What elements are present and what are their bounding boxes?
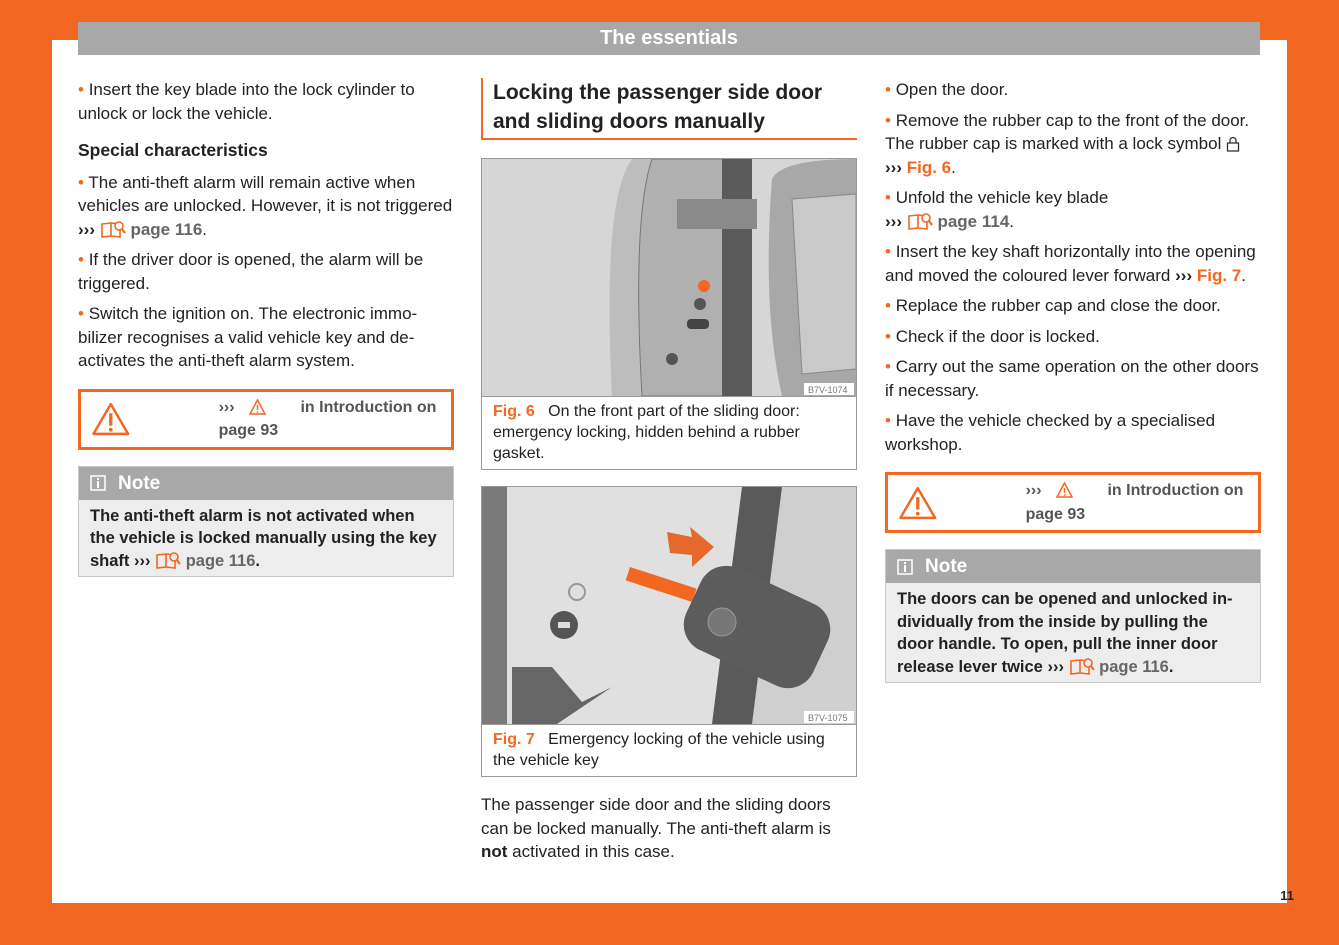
bullet-icon: • — [885, 357, 891, 376]
page-number: 11 — [1280, 888, 1294, 903]
bullet-icon: • — [885, 242, 891, 261]
warning-icon — [898, 482, 938, 524]
text: Switch the ignition on. The electronic immobilizer recognises a valid vehicle key and deactivates the anti-theft alarm system. — [78, 304, 418, 370]
note-header — [79, 467, 453, 500]
warning-small-icon — [249, 399, 266, 415]
step: • Replace the rubber cap and close the door. — [885, 296, 1221, 315]
step: • Unfold the vehicle key blade ››› page 114. — [885, 188, 1109, 231]
info-icon — [897, 559, 913, 575]
section-title: Locking the passenger side door and sliding doors manually — [481, 78, 857, 140]
bullet-icon: • — [885, 296, 891, 315]
paragraph — [78, 78, 454, 125]
warning-reference[interactable]: ››› in Introduction on page 93 — [218, 398, 437, 439]
column-1 — [78, 78, 454, 577]
lock-icon — [1226, 136, 1240, 152]
figure-link[interactable]: Fig. 7 — [1196, 265, 1242, 285]
bullet-icon: • — [78, 304, 84, 323]
column-3 — [885, 78, 1261, 683]
section-header: The essentials — [78, 22, 1260, 55]
page-link[interactable]: page 116 — [1099, 657, 1169, 676]
figure-7 — [481, 486, 857, 777]
door-hinge-image — [482, 159, 856, 396]
page-link[interactable]: page 116 — [185, 551, 256, 570]
figure-6 — [481, 158, 857, 470]
bullet-icon: • — [78, 250, 84, 269]
paragraph: • The anti-theft alarm will remain active when vehicles are unlocked. However, it is not triggered ››› page 116. — [78, 172, 453, 239]
text: If the driver door is opened, the alarm will be triggered. — [78, 250, 424, 293]
note-box — [885, 549, 1261, 683]
step: • Carry out the same operation on the other doors if necessary. — [885, 357, 1259, 400]
warning-box — [885, 472, 1261, 533]
book-search-icon — [100, 220, 126, 238]
arrows-icon: ››› — [78, 219, 95, 239]
bullet-icon: • — [885, 110, 891, 130]
text: The anti-theft alarm will remain active when vehicles are unlocked. However, it is not triggered — [78, 172, 453, 215]
warning-icon — [91, 398, 131, 440]
paragraph — [78, 248, 454, 295]
bullet-icon: • — [885, 188, 891, 207]
paragraph: The passenger side door and the sliding doors can be locked manually. The anti-theft alarm is not activated in this case. — [481, 795, 831, 861]
subheading: Special characteristics — [78, 140, 268, 160]
page-link[interactable]: page 114 — [937, 211, 1010, 231]
note-title: Note — [925, 556, 968, 577]
bullet-icon: • — [78, 172, 84, 192]
info-icon — [90, 475, 106, 491]
bullet-icon: • — [885, 411, 891, 430]
page-link[interactable]: page 116 — [130, 219, 203, 239]
note-text: The doors can be opened and unlocked individually from the inside by pulling the door handle. To open, pull the inner door release lever twice ››› page 116. — [897, 590, 1233, 676]
note-text: The anti-theft alarm is not activated when the vehicle is locked manually using the key shaft ››› page 116. — [90, 506, 437, 570]
text: Insert the key blade into the lock cylinder to unlock or lock the vehicle. — [78, 80, 415, 123]
note-title: Note — [118, 472, 161, 494]
step: • Remove the rubber cap to the front of the door. The rubber cap is marked with a lock symbol ››› Fig. 6. — [885, 110, 1250, 177]
figure-caption: Fig. 7 Emergency locking of the vehicle using the vehicle key — [482, 724, 856, 776]
step: • Open the door. — [885, 80, 1009, 99]
paragraph — [78, 302, 454, 373]
bullet-icon: • — [885, 80, 891, 99]
figure-link[interactable]: Fig. 6 — [906, 157, 952, 177]
note-header — [886, 550, 1260, 583]
book-search-icon — [907, 212, 933, 230]
step: • Insert the key shaft horizontally into the opening and moved the coloured lever forward ››› Fig. 7. — [885, 242, 1256, 285]
note-box — [78, 466, 454, 578]
figure-code: B7V-1074 — [808, 385, 848, 395]
warning-reference[interactable]: ››› in Introduction on page 93 — [1025, 482, 1244, 523]
warning-box — [78, 389, 454, 450]
bullet-icon: • — [78, 80, 84, 99]
book-search-icon — [1069, 657, 1095, 675]
bullet-icon: • — [885, 326, 891, 346]
warning-small-icon — [1056, 482, 1073, 498]
column-2 — [481, 78, 857, 871]
step: • Check if the door is locked. — [885, 326, 1100, 346]
figure-code: B7V-1075 — [808, 713, 848, 723]
book-search-icon — [155, 551, 181, 569]
step: • Have the vehicle checked by a specialised workshop. — [885, 411, 1216, 454]
key-in-lock-image — [482, 487, 856, 724]
figure-caption: Fig. 6 On the front part of the sliding door: emergency locking, hidden behind a rubber gasket. — [482, 396, 856, 469]
